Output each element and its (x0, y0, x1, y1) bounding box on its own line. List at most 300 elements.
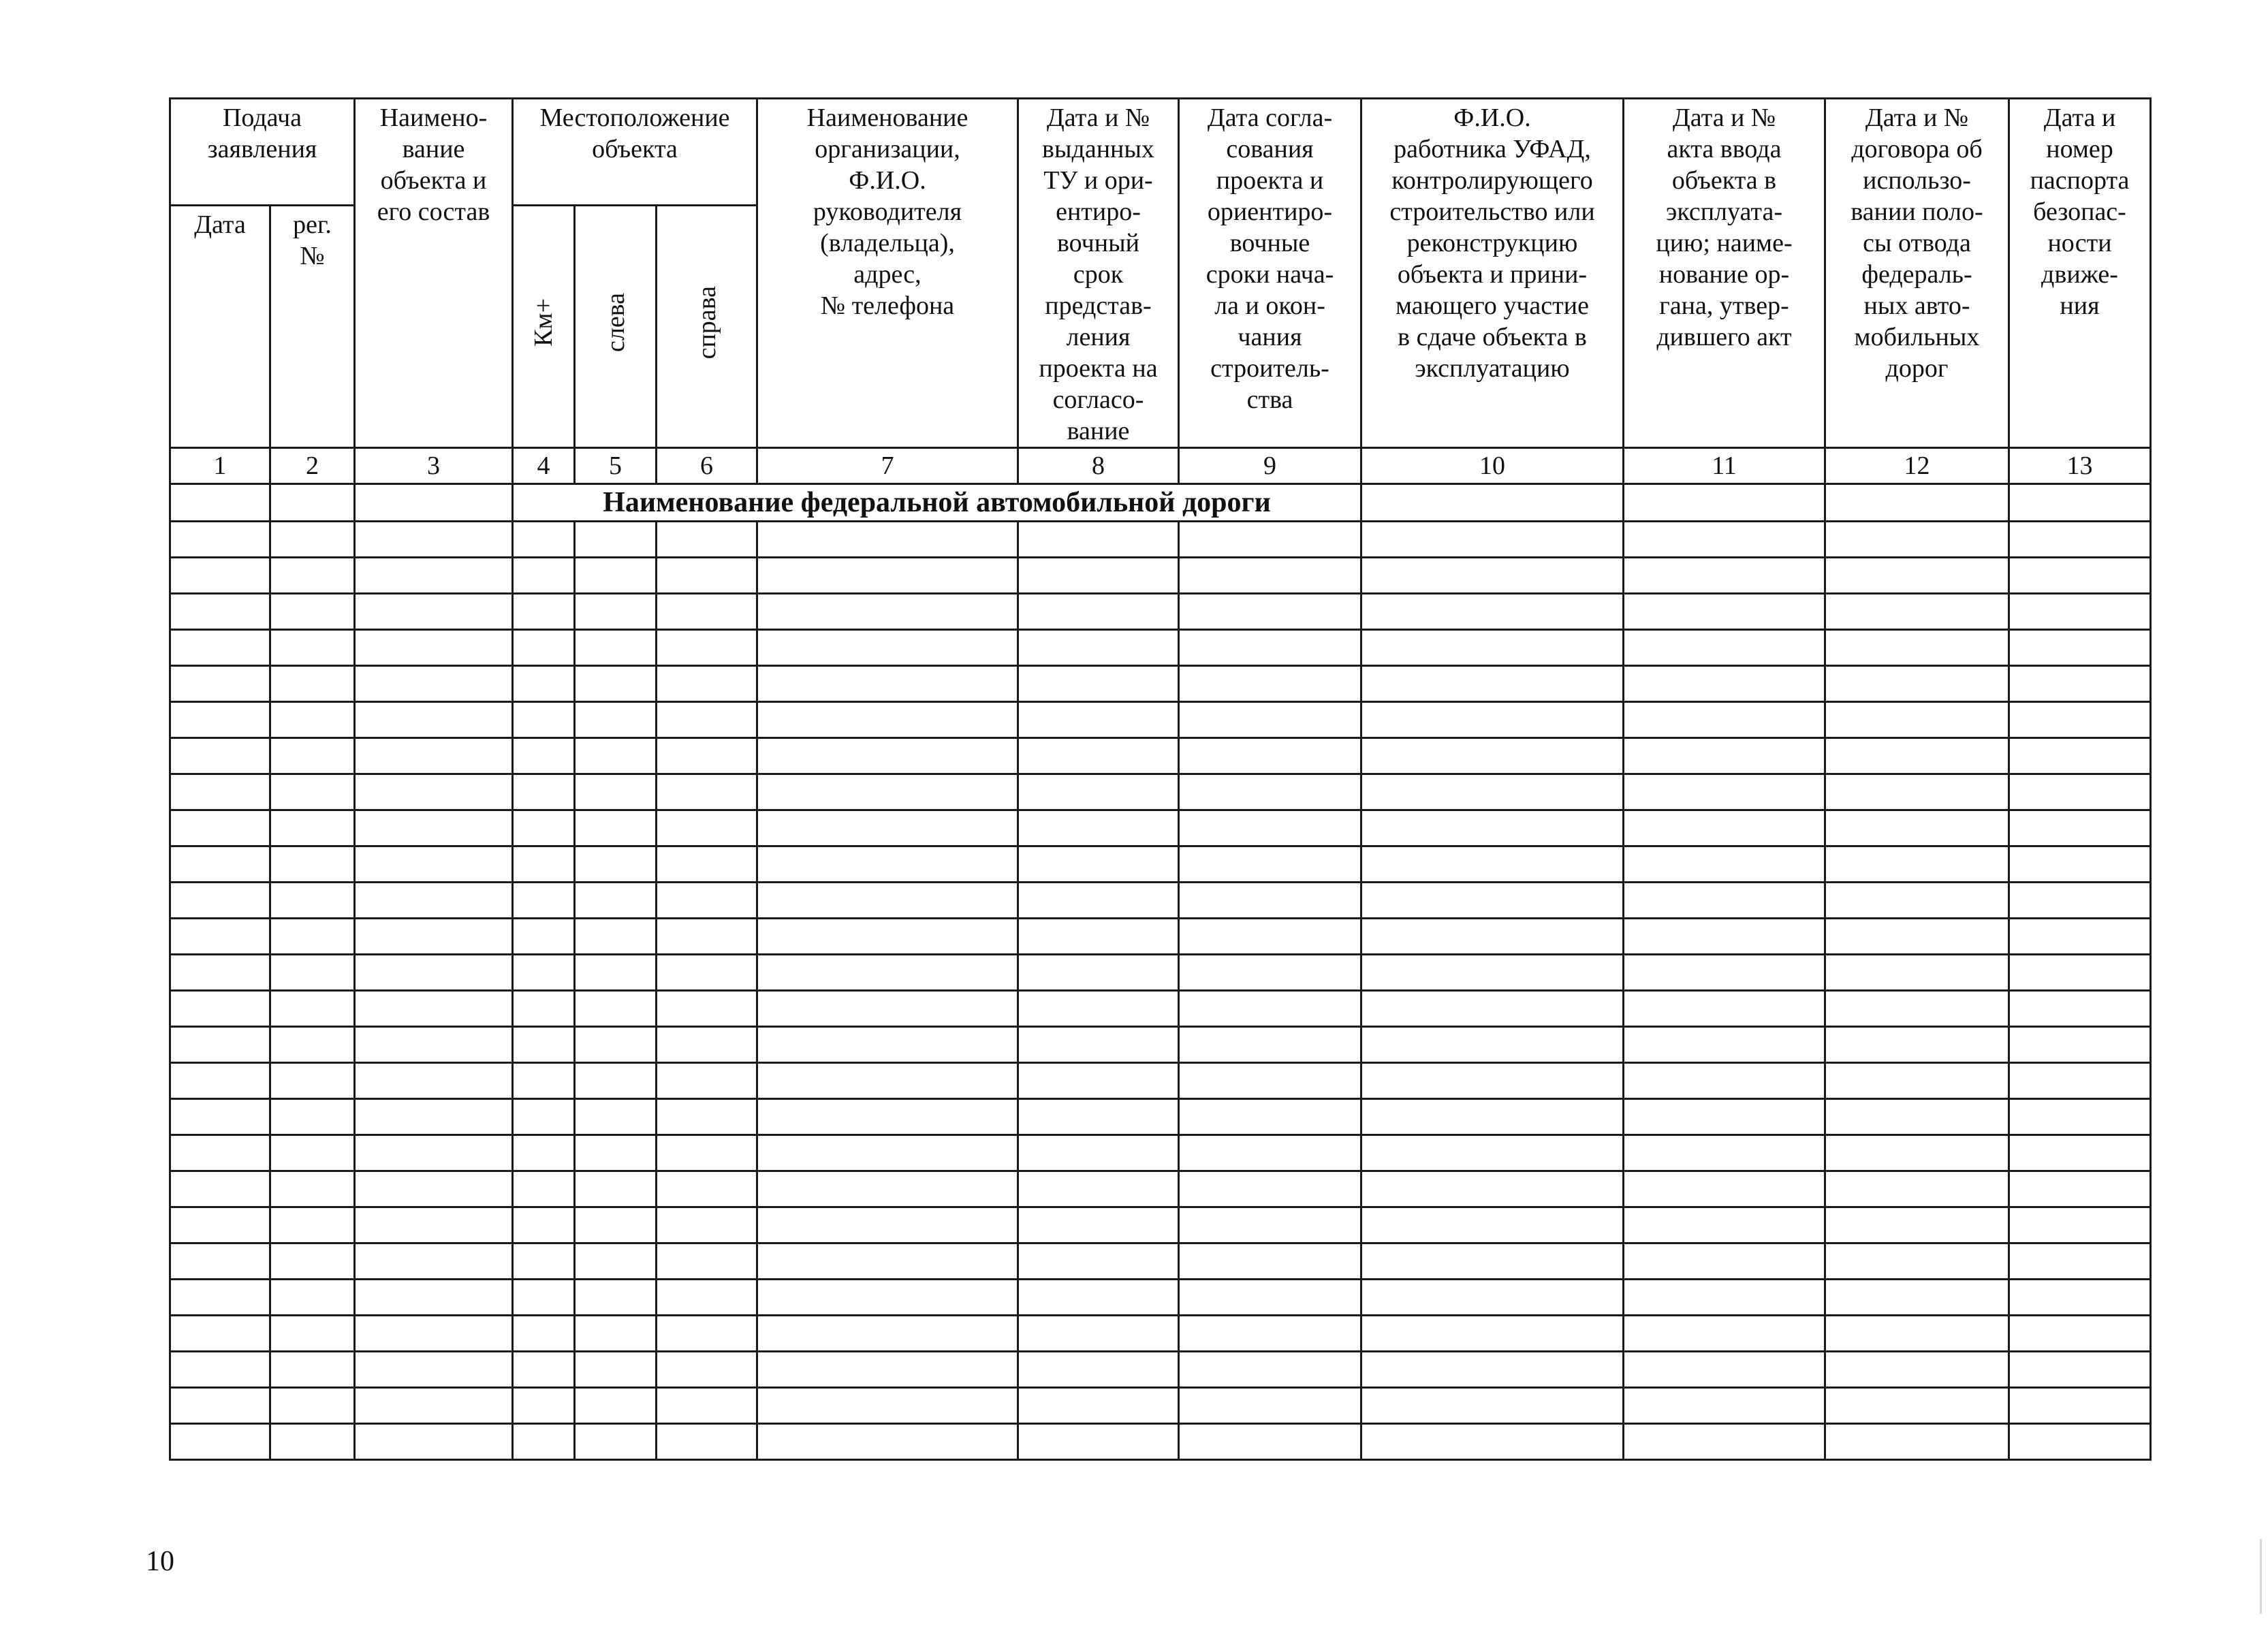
table-cell[interactable] (170, 522, 270, 558)
table-cell[interactable] (1825, 1027, 2009, 1063)
table-cell[interactable] (1179, 630, 1361, 666)
table-cell[interactable] (270, 1099, 355, 1135)
table-cell[interactable] (575, 774, 657, 810)
table-cell[interactable] (355, 919, 513, 955)
table-cell[interactable] (355, 666, 513, 702)
table-cell[interactable] (170, 846, 270, 883)
table-cell[interactable] (1624, 1388, 1825, 1424)
table-cell[interactable] (1018, 1135, 1179, 1171)
table-cell[interactable] (1361, 702, 1624, 738)
table-cell[interactable] (1624, 883, 1825, 919)
table-cell[interactable] (1825, 1243, 2009, 1280)
table-cell[interactable] (757, 1388, 1018, 1424)
table-cell[interactable] (757, 1424, 1018, 1460)
table-cell[interactable] (1179, 1135, 1361, 1171)
table-cell[interactable] (270, 1027, 355, 1063)
table-cell[interactable] (1179, 738, 1361, 774)
table-cell[interactable] (1624, 955, 1825, 991)
table-cell[interactable] (1361, 1243, 1624, 1280)
table-cell[interactable] (1825, 484, 2009, 522)
table-cell[interactable] (170, 955, 270, 991)
table-cell[interactable] (270, 738, 355, 774)
table-cell[interactable] (1825, 594, 2009, 630)
table-cell[interactable] (1825, 991, 2009, 1027)
table-cell[interactable] (170, 1027, 270, 1063)
table-cell[interactable] (757, 991, 1018, 1027)
table-cell[interactable] (1624, 594, 1825, 630)
table-cell[interactable] (1018, 955, 1179, 991)
table-cell[interactable] (2009, 1171, 2151, 1207)
table-cell[interactable] (657, 1063, 757, 1099)
table-cell[interactable] (1018, 1243, 1179, 1280)
table-cell[interactable] (170, 1135, 270, 1171)
table-cell[interactable] (1825, 774, 2009, 810)
table-cell[interactable] (757, 630, 1018, 666)
table-cell[interactable] (1361, 1388, 1624, 1424)
table-cell[interactable] (355, 1243, 513, 1280)
table-cell[interactable] (1825, 630, 2009, 666)
table-cell[interactable] (2009, 630, 2151, 666)
table-cell[interactable] (513, 955, 575, 991)
table-cell[interactable] (513, 774, 575, 810)
table-cell[interactable] (757, 702, 1018, 738)
table-cell[interactable] (2009, 522, 2151, 558)
table-cell[interactable] (1179, 1027, 1361, 1063)
table-cell[interactable] (170, 484, 270, 522)
table-cell[interactable] (757, 558, 1018, 594)
table-cell[interactable] (1361, 1171, 1624, 1207)
table-cell[interactable] (1018, 1027, 1179, 1063)
table-cell[interactable] (1179, 1243, 1361, 1280)
table-cell[interactable] (1361, 774, 1624, 810)
table-cell[interactable] (1825, 1099, 2009, 1135)
table-cell[interactable] (1179, 1171, 1361, 1207)
table-cell[interactable] (170, 594, 270, 630)
table-cell[interactable] (1018, 1352, 1179, 1388)
table-cell[interactable] (657, 1352, 757, 1388)
table-cell[interactable] (170, 702, 270, 738)
table-cell[interactable] (1825, 1316, 2009, 1352)
table-cell[interactable] (513, 1316, 575, 1352)
table-cell[interactable] (1624, 630, 1825, 666)
table-cell[interactable] (2009, 955, 2151, 991)
table-cell[interactable] (513, 594, 575, 630)
table-cell[interactable] (657, 991, 757, 1027)
table-cell[interactable] (1361, 846, 1624, 883)
table-cell[interactable] (1624, 1316, 1825, 1352)
table-cell[interactable] (170, 1388, 270, 1424)
table-cell[interactable] (1361, 558, 1624, 594)
table-cell[interactable] (1179, 774, 1361, 810)
table-cell[interactable] (270, 883, 355, 919)
table-cell[interactable] (1624, 1424, 1825, 1460)
table-cell[interactable] (513, 702, 575, 738)
table-cell[interactable] (657, 522, 757, 558)
table-cell[interactable] (2009, 1280, 2151, 1316)
table-cell[interactable] (1018, 883, 1179, 919)
table-cell[interactable] (757, 1135, 1018, 1171)
table-cell[interactable] (1825, 1171, 2009, 1207)
table-cell[interactable] (657, 594, 757, 630)
table-cell[interactable] (270, 558, 355, 594)
table-cell[interactable] (270, 1352, 355, 1388)
table-cell[interactable] (513, 1280, 575, 1316)
table-cell[interactable] (1624, 1099, 1825, 1135)
table-cell[interactable] (2009, 738, 2151, 774)
table-cell[interactable] (1624, 919, 1825, 955)
table-cell[interactable] (513, 1027, 575, 1063)
table-cell[interactable] (657, 919, 757, 955)
table-cell[interactable] (1018, 919, 1179, 955)
table-cell[interactable] (575, 702, 657, 738)
table-cell[interactable] (270, 955, 355, 991)
table-cell[interactable] (1179, 846, 1361, 883)
table-cell[interactable] (1361, 484, 1624, 522)
table-cell[interactable] (170, 558, 270, 594)
table-cell[interactable] (513, 846, 575, 883)
table-cell[interactable] (513, 1099, 575, 1135)
table-cell[interactable] (1825, 1063, 2009, 1099)
table-cell[interactable] (757, 1099, 1018, 1135)
table-cell[interactable] (1624, 558, 1825, 594)
table-cell[interactable] (513, 1424, 575, 1460)
table-cell[interactable] (355, 1388, 513, 1424)
table-cell[interactable] (1361, 955, 1624, 991)
table-cell[interactable] (355, 1063, 513, 1099)
table-cell[interactable] (1018, 1424, 1179, 1460)
table-cell[interactable] (1624, 846, 1825, 883)
table-cell[interactable] (1361, 883, 1624, 919)
table-cell[interactable] (757, 1063, 1018, 1099)
table-cell[interactable] (1179, 558, 1361, 594)
table-cell[interactable] (355, 1316, 513, 1352)
table-cell[interactable] (1361, 1027, 1624, 1063)
table-cell[interactable] (1825, 1280, 2009, 1316)
table-cell[interactable] (1361, 1424, 1624, 1460)
table-cell[interactable] (1179, 1280, 1361, 1316)
table-cell[interactable] (757, 846, 1018, 883)
table-cell[interactable] (657, 1316, 757, 1352)
table-cell[interactable] (2009, 1063, 2151, 1099)
table-cell[interactable] (1018, 1207, 1179, 1243)
table-cell[interactable] (170, 774, 270, 810)
table-cell[interactable] (757, 883, 1018, 919)
table-cell[interactable] (657, 1027, 757, 1063)
table-cell[interactable] (657, 1099, 757, 1135)
table-cell[interactable] (2009, 558, 2151, 594)
table-cell[interactable] (1624, 1352, 1825, 1388)
table-cell[interactable] (657, 630, 757, 666)
table-cell[interactable] (657, 1243, 757, 1280)
table-cell[interactable] (757, 1027, 1018, 1063)
table-cell[interactable] (355, 1027, 513, 1063)
table-cell[interactable] (1018, 1099, 1179, 1135)
table-cell[interactable] (270, 522, 355, 558)
table-cell[interactable] (270, 1388, 355, 1424)
table-cell[interactable] (575, 1280, 657, 1316)
table-cell[interactable] (1179, 1352, 1361, 1388)
table-cell[interactable] (2009, 1352, 2151, 1388)
table-cell[interactable] (757, 1280, 1018, 1316)
table-cell[interactable] (1018, 774, 1179, 810)
table-cell[interactable] (1361, 1316, 1624, 1352)
table-cell[interactable] (657, 1280, 757, 1316)
table-cell[interactable] (1361, 1063, 1624, 1099)
table-cell[interactable] (1825, 702, 2009, 738)
table-cell[interactable] (1624, 1063, 1825, 1099)
table-cell[interactable] (575, 1424, 657, 1460)
table-cell[interactable] (1179, 955, 1361, 991)
table-cell[interactable] (1825, 558, 2009, 594)
table-cell[interactable] (657, 774, 757, 810)
table-cell[interactable] (757, 1352, 1018, 1388)
table-cell[interactable] (1825, 919, 2009, 955)
table-cell[interactable] (270, 1280, 355, 1316)
table-cell[interactable] (170, 666, 270, 702)
table-cell[interactable] (1361, 991, 1624, 1027)
table-cell[interactable] (270, 702, 355, 738)
table-cell[interactable] (170, 1316, 270, 1352)
table-cell[interactable] (1018, 666, 1179, 702)
table-cell[interactable] (575, 1063, 657, 1099)
table-cell[interactable] (2009, 919, 2151, 955)
table-cell[interactable] (513, 919, 575, 955)
table-cell[interactable] (1825, 666, 2009, 702)
table-cell[interactable] (575, 1243, 657, 1280)
table-cell[interactable] (513, 1135, 575, 1171)
table-cell[interactable] (270, 774, 355, 810)
table-cell[interactable] (575, 955, 657, 991)
table-cell[interactable] (270, 1135, 355, 1171)
table-cell[interactable] (1361, 1099, 1624, 1135)
table-cell[interactable] (355, 1280, 513, 1316)
table-cell[interactable] (355, 1352, 513, 1388)
table-cell[interactable] (2009, 666, 2151, 702)
table-cell[interactable] (575, 846, 657, 883)
table-cell[interactable] (657, 955, 757, 991)
table-cell[interactable] (1624, 774, 1825, 810)
table-cell[interactable] (757, 666, 1018, 702)
table-cell[interactable] (2009, 702, 2151, 738)
table-cell[interactable] (1624, 991, 1825, 1027)
table-cell[interactable] (1825, 738, 2009, 774)
table-cell[interactable] (2009, 1316, 2151, 1352)
table-cell[interactable] (757, 1171, 1018, 1207)
table-cell[interactable] (513, 1243, 575, 1280)
table-cell[interactable] (2009, 1388, 2151, 1424)
table-cell[interactable] (1361, 919, 1624, 955)
table-cell[interactable] (355, 1135, 513, 1171)
table-cell[interactable] (2009, 774, 2151, 810)
table-cell[interactable] (355, 1171, 513, 1207)
table-cell[interactable] (1018, 1388, 1179, 1424)
table-cell[interactable] (757, 1207, 1018, 1243)
table-cell[interactable] (1624, 1207, 1825, 1243)
table-cell[interactable] (513, 522, 575, 558)
table-cell[interactable] (575, 991, 657, 1027)
table-cell[interactable] (170, 738, 270, 774)
table-cell[interactable] (575, 1135, 657, 1171)
table-cell[interactable] (575, 810, 657, 846)
table-cell[interactable] (657, 1388, 757, 1424)
table-cell[interactable] (1018, 810, 1179, 846)
table-cell[interactable] (2009, 1243, 2151, 1280)
table-cell[interactable] (757, 919, 1018, 955)
table-cell[interactable] (1361, 1207, 1624, 1243)
table-cell[interactable] (355, 846, 513, 883)
table-cell[interactable] (270, 1063, 355, 1099)
table-cell[interactable] (2009, 484, 2151, 522)
table-cell[interactable] (513, 558, 575, 594)
table-cell[interactable] (1179, 919, 1361, 955)
table-cell[interactable] (1179, 702, 1361, 738)
table-cell[interactable] (1018, 558, 1179, 594)
table-cell[interactable] (355, 883, 513, 919)
table-cell[interactable] (355, 522, 513, 558)
table-cell[interactable] (270, 1316, 355, 1352)
table-cell[interactable] (1825, 1424, 2009, 1460)
table-cell[interactable] (1361, 1352, 1624, 1388)
table-cell[interactable] (1018, 1063, 1179, 1099)
table-cell[interactable] (170, 1243, 270, 1280)
table-cell[interactable] (1018, 1316, 1179, 1352)
table-cell[interactable] (270, 846, 355, 883)
table-cell[interactable] (657, 846, 757, 883)
table-cell[interactable] (270, 1243, 355, 1280)
table-cell[interactable] (355, 774, 513, 810)
table-cell[interactable] (2009, 846, 2151, 883)
table-cell[interactable] (1624, 484, 1825, 522)
table-cell[interactable] (1361, 630, 1624, 666)
table-cell[interactable] (170, 1171, 270, 1207)
table-cell[interactable] (2009, 1424, 2151, 1460)
table-cell[interactable] (575, 1352, 657, 1388)
table-cell[interactable] (575, 1171, 657, 1207)
table-cell[interactable] (355, 1424, 513, 1460)
table-cell[interactable] (2009, 1027, 2151, 1063)
table-cell[interactable] (355, 484, 513, 522)
table-cell[interactable] (1624, 810, 1825, 846)
table-cell[interactable] (2009, 1099, 2151, 1135)
table-cell[interactable] (270, 1171, 355, 1207)
table-cell[interactable] (170, 1099, 270, 1135)
table-cell[interactable] (1018, 1280, 1179, 1316)
table-cell[interactable] (1624, 1280, 1825, 1316)
table-cell[interactable] (1361, 522, 1624, 558)
table-cell[interactable] (1179, 1063, 1361, 1099)
table-cell[interactable] (513, 738, 575, 774)
table-cell[interactable] (575, 1207, 657, 1243)
table-cell[interactable] (170, 919, 270, 955)
table-cell[interactable] (513, 991, 575, 1027)
table-cell[interactable] (355, 991, 513, 1027)
table-cell[interactable] (513, 1171, 575, 1207)
table-cell[interactable] (1018, 991, 1179, 1027)
table-cell[interactable] (513, 810, 575, 846)
table-cell[interactable] (1361, 810, 1624, 846)
table-cell[interactable] (575, 630, 657, 666)
table-cell[interactable] (170, 1280, 270, 1316)
table-cell[interactable] (657, 738, 757, 774)
table-cell[interactable] (1624, 702, 1825, 738)
table-cell[interactable] (170, 1352, 270, 1388)
table-cell[interactable] (757, 738, 1018, 774)
table-cell[interactable] (1624, 738, 1825, 774)
table-cell[interactable] (1624, 1243, 1825, 1280)
table-cell[interactable] (1018, 594, 1179, 630)
table-cell[interactable] (1624, 1171, 1825, 1207)
table-cell[interactable] (757, 1243, 1018, 1280)
table-cell[interactable] (355, 630, 513, 666)
table-cell[interactable] (1179, 666, 1361, 702)
table-cell[interactable] (575, 738, 657, 774)
table-cell[interactable] (1825, 1207, 2009, 1243)
table-cell[interactable] (1179, 1207, 1361, 1243)
table-cell[interactable] (1624, 522, 1825, 558)
table-cell[interactable] (575, 883, 657, 919)
table-cell[interactable] (657, 1135, 757, 1171)
table-cell[interactable] (1624, 1135, 1825, 1171)
table-cell[interactable] (170, 1063, 270, 1099)
table-cell[interactable] (1825, 522, 2009, 558)
table-cell[interactable] (1018, 702, 1179, 738)
table-cell[interactable] (657, 1171, 757, 1207)
table-cell[interactable] (1018, 522, 1179, 558)
table-cell[interactable] (1624, 666, 1825, 702)
table-cell[interactable] (1179, 1099, 1361, 1135)
table-cell[interactable] (575, 919, 657, 955)
table-cell[interactable] (355, 810, 513, 846)
table-cell[interactable] (1179, 991, 1361, 1027)
table-cell[interactable] (575, 594, 657, 630)
table-cell[interactable] (355, 702, 513, 738)
table-cell[interactable] (1018, 738, 1179, 774)
table-cell[interactable] (657, 666, 757, 702)
table-cell[interactable] (1361, 738, 1624, 774)
table-cell[interactable] (355, 1207, 513, 1243)
table-cell[interactable] (757, 594, 1018, 630)
table-cell[interactable] (513, 1352, 575, 1388)
table-cell[interactable] (1179, 522, 1361, 558)
table-cell[interactable] (1179, 1424, 1361, 1460)
table-cell[interactable] (1018, 1171, 1179, 1207)
table-cell[interactable] (575, 558, 657, 594)
table-cell[interactable] (1179, 1388, 1361, 1424)
table-cell[interactable] (170, 991, 270, 1027)
table-cell[interactable] (513, 666, 575, 702)
table-cell[interactable] (757, 1316, 1018, 1352)
table-cell[interactable] (575, 1316, 657, 1352)
table-cell[interactable] (270, 594, 355, 630)
table-cell[interactable] (575, 1099, 657, 1135)
table-cell[interactable] (1179, 1316, 1361, 1352)
table-cell[interactable] (1361, 594, 1624, 630)
table-cell[interactable] (657, 558, 757, 594)
table-cell[interactable] (513, 1063, 575, 1099)
table-cell[interactable] (1825, 846, 2009, 883)
table-cell[interactable] (2009, 1135, 2151, 1171)
table-cell[interactable] (575, 522, 657, 558)
table-cell[interactable] (1361, 1280, 1624, 1316)
table-cell[interactable] (170, 883, 270, 919)
table-cell[interactable] (355, 594, 513, 630)
table-cell[interactable] (1361, 666, 1624, 702)
table-cell[interactable] (1825, 955, 2009, 991)
table-cell[interactable] (170, 1424, 270, 1460)
table-cell[interactable] (355, 1099, 513, 1135)
table-cell[interactable] (575, 1388, 657, 1424)
table-cell[interactable] (1179, 810, 1361, 846)
